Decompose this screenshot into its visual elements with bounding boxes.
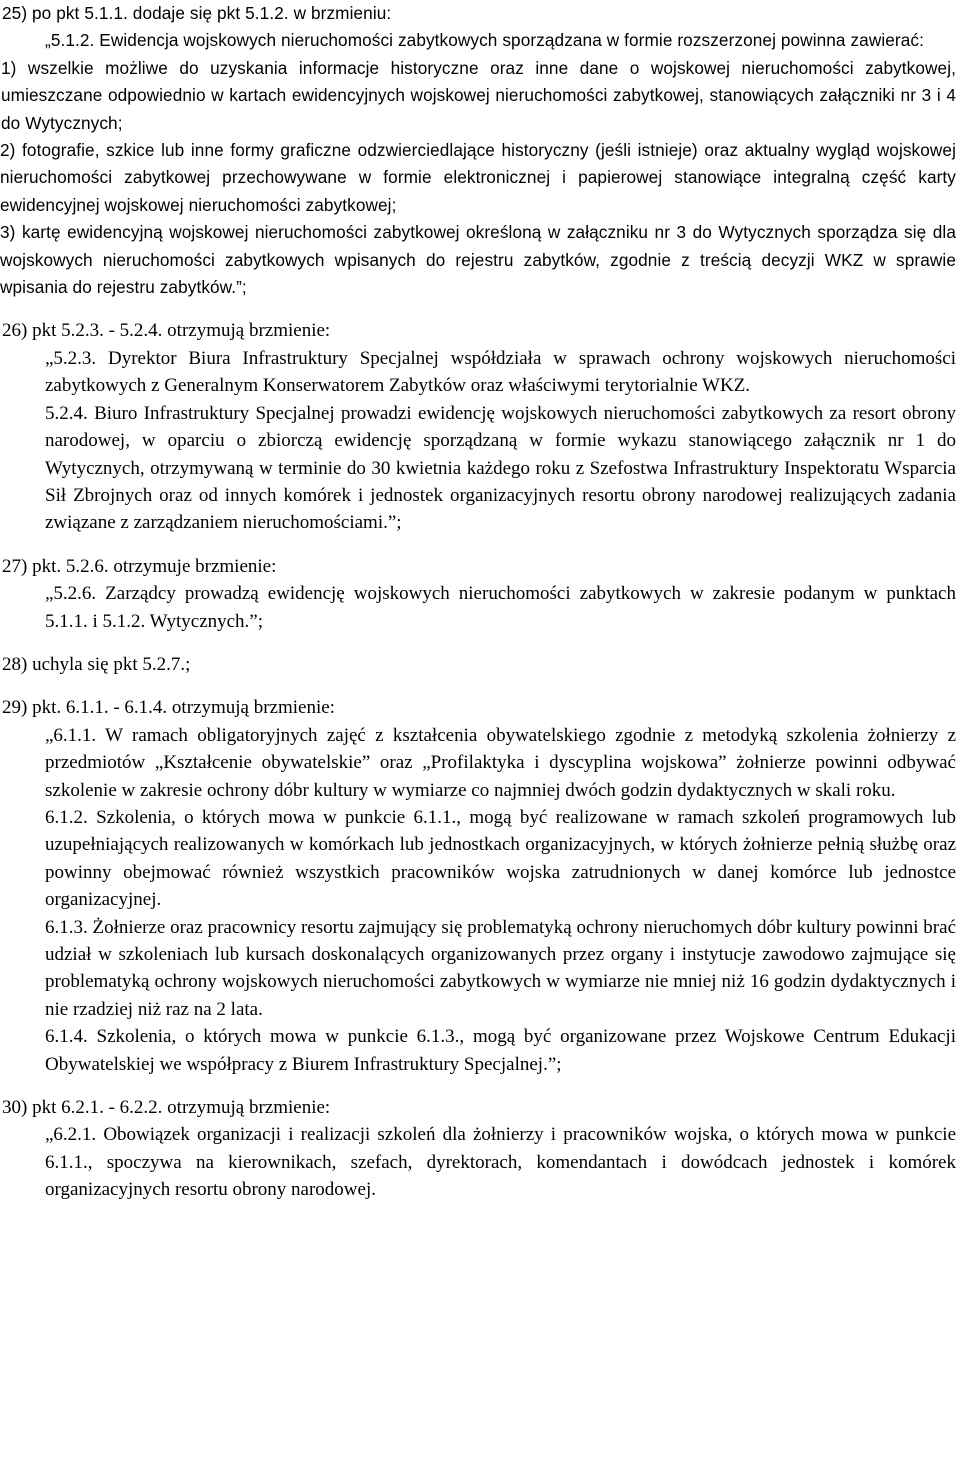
section-29-heading: 29) pkt. 6.1.1. - 6.1.4. otrzymują brzmienie: bbox=[2, 697, 335, 719]
section-29-paragraph-4: 6.1.4. Szkolenia, o których mowa w punkcie 6.1.3., mogą być organizowane przez Wojskowe Centrum Edukacji Obywatelskiej we współpracy z Biurem Infrastruktury Specjalnej.”; bbox=[45, 1026, 956, 1075]
section-25-item-2: 2) fotografie, szkice lub inne formy graficzne odzwierciedlające historyczny (jeśli istnieje) oraz aktualny wygląd wojskowej nieruchomości zabytkowej przechowywane w formie elektronicznej i papierowej stanowiące integralną część karty ewidencyjnej wojskowej nieruchomości zabytkowej; bbox=[0, 140, 956, 215]
section-26-body bbox=[0, 345, 956, 537]
section-26-paragraph-1: „5.2.3. Dyrektor Biura Infrastruktury Specjalnej współdziała w sprawach ochrony wojskowych nieruchomości zabytkowych z Generalnym Konserwatorem Zabytków oraz właściwymi terytorialnie WKZ. bbox=[45, 347, 956, 397]
section-25-lead: „5.1.2. Ewidencja wojskowych nieruchomości zabytkowych sporządzana w formie rozszerzonej powinna zawierać: bbox=[45, 30, 924, 51]
section-29-paragraph-3: 6.1.3. Żołnierze oraz pracownicy resortu zajmujący się problematyką ochrony nieruchomych dóbr kultury powinni brać udział w szkoleniach lub kursach doskonalących organizowanych przez organy i instytucje zawodowo zajmujące się problematyką ochrony wojskowych nieruchomości zabytkowych w wymiarze nie mniej niż 16 godzin dydaktycznych i nie rzadziej niż raz na 2 lata. bbox=[45, 916, 956, 1020]
section-25-body bbox=[0, 27, 956, 137]
section-30-paragraph-1: „6.2.1. Obowiązek organizacji i realizacji szkoleń dla żołnierzy i pracowników wojska, o których mowa w punkcie 6.1.1., spoczywa na kierownikach, szefach, dyrektorach, komendantach i dowódcach jednostek i komórek organizacyjnych resortu obrony narodowej. bbox=[45, 1124, 956, 1201]
section-25-item-1: 1) wszelkie możliwe do uzyskania informacje historyczne oraz inne dane o wojskowej nieruchomości zabytkowej, umieszczane odpowiednio w kartach ewidencyjnych wojskowej nieruchomości zabytkowej, stanowiących załączniki nr 3 i 4 do Wytycznych; bbox=[1, 57, 956, 133]
section-25-item-3: 3) kartę ewidencyjną wojskowej nieruchomości zabytkowej określoną w załączniku nr 3 do Wytycznych sporządza się dla wojskowych nieruchomości zabytkowych wpisanych do rejestru zabytków, zgodnie z treścią decyzji WKZ w sprawie wpisania do rejestru zabytków.”; bbox=[0, 222, 956, 298]
section-26-heading: 26) pkt 5.2.3. - 5.2.4. otrzymują brzmienie: bbox=[2, 320, 331, 342]
section-25-heading: 25) po pkt 5.1.1. dodaje się pkt 5.1.2. w brzmieniu: bbox=[2, 3, 392, 23]
section-30-heading: 30) pkt 6.2.1. - 6.2.2. otrzymują brzmienie: bbox=[2, 1097, 331, 1119]
section-29-paragraph-1: „6.1.1. W ramach obligatoryjnych zajęć z kształcenia obywatelskiego zgodnie z metodyką szkolenia żołnierzy z przedmiotów „Kształcenie obywatelskie” oraz „Profilaktyka i dyscyplina wojskowa” żołnierze powinni odbywać szkolenie w zakresie ochrony dóbr kultury w wymiarze co najmniej dwóch godzin dydaktycznych w skali roku. bbox=[45, 724, 956, 801]
section-28-heading: 28) uchyla się pkt 5.2.7.; bbox=[2, 653, 191, 675]
section-27-heading: 27) pkt. 5.2.6. otrzymuje brzmienie: bbox=[2, 555, 277, 577]
section-29-body bbox=[0, 722, 956, 1078]
section-29-paragraph-2: 6.1.2. Szkolenia, o których mowa w punkcie 6.1.1., mogą być realizowane w ramach szkoleń programowych lub uzupełniających realizowanych w komórkach lub jednostkach organizacyjnych, w których żołnierze pełnią służbę oraz powinny obejmować również wszystkich pracowników wojska zatrudnionych w danej komórce lub jednostce organizacyjnej. bbox=[45, 806, 956, 911]
section-27-body bbox=[0, 580, 956, 635]
section-27-paragraph-1: „5.2.6. Zarządcy prowadzą ewidencję wojskowych nieruchomości zabytkowych w zakresie podanym w punktach 5.1.1. i 5.1.2. Wytycznych.”; bbox=[45, 583, 956, 632]
section-26-paragraph-2: 5.2.4. Biuro Infrastruktury Specjalnej prowadzi ewidencję wojskowych nieruchomości zabytkowych za resort obrony narodowej, w oparciu o zbiorczą ewidencję sporządzaną w formie wykazu stanowiącego załącznik nr 1 do Wytycznych, otrzymywaną w terminie do 30 kwietnia każdego roku z Szefostwa Infrastruktury Inspektoratu Wsparcia Sił Zbrojnych oraz od innych komórek i jednostek organizacyjnych resortu obrony narodowej realizujących zadania związane z zarządzaniem nieruchomościami.”; bbox=[45, 402, 956, 534]
section-30-body bbox=[0, 1121, 956, 1203]
section-25-items bbox=[0, 137, 956, 301]
